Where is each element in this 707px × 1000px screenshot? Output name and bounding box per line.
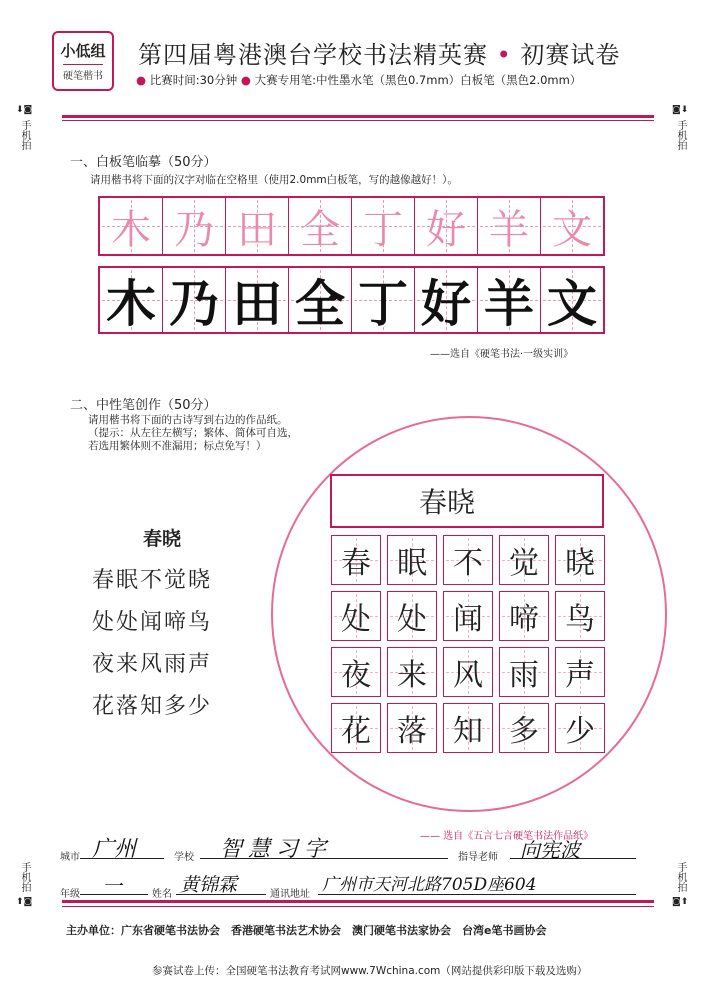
work-cell[interactable]: 风 (443, 647, 493, 697)
badge-style-label: 硬笔楷书 (63, 64, 103, 82)
section1-instruction: 请用楷书将下面的汉字对临在空格里（使用2.0mm白板笔，写的越像越好！）。 (90, 174, 458, 186)
divider-top-thin (62, 120, 654, 121)
work-title-box[interactable] (330, 474, 604, 528)
grade-label: 年级 (60, 889, 80, 900)
work-cell[interactable]: 落 (387, 703, 437, 753)
model-grid (98, 196, 605, 256)
work-row (331, 591, 611, 641)
work-cell[interactable]: 啼 (499, 591, 549, 641)
name-value: 黄锦霖 (180, 874, 238, 896)
work-cell[interactable]: 多 (499, 703, 549, 753)
pen-label: 大赛专用笔:中性墨水笔（黑色0.7mm）白板笔（黑色2.0mm） (254, 73, 582, 87)
exam-info: ● 比赛时间:30分钟 ● 大赛专用笔:中性墨水笔（黑色0.7mm）白板笔（黑色2.0mm） (136, 73, 582, 87)
grade-field[interactable] (80, 870, 148, 898)
work-cell[interactable]: 闻 (443, 591, 493, 641)
work-cell[interactable]: 花 (331, 703, 381, 753)
time-label: 比赛时间:30分钟 (149, 73, 238, 87)
photo-text: 手机拍 (19, 862, 30, 892)
model-cell: 羊 (478, 198, 541, 254)
teacher-value: 向宪波 (520, 838, 580, 862)
model-cell: 全 (289, 198, 352, 254)
photo-text: 手机拍 (675, 862, 686, 892)
city-label: 城市 (60, 852, 80, 863)
practice-cell[interactable]: 羊 (478, 268, 541, 332)
side-photo-label-top-right (672, 104, 688, 150)
divider-bottom-thin (62, 906, 654, 907)
work-cell[interactable]: 雨 (499, 647, 549, 697)
divider-bottom (62, 900, 654, 903)
poem-line: 花落知多少 (92, 694, 213, 719)
work-cell[interactable]: 春 (331, 535, 381, 585)
poem-line: 夜来风雨声 (92, 652, 213, 677)
school-field[interactable] (200, 832, 448, 862)
school-label: 学校 (174, 852, 194, 863)
model-cell: 乃 (163, 198, 226, 254)
model-cell: 田 (226, 198, 289, 254)
city-field[interactable] (80, 832, 164, 862)
poem-title: 春晓 (143, 528, 182, 550)
model-cell: 文 (541, 198, 603, 254)
section2-source: —— 选自《五言七言硬笔书法作品纸》 (420, 831, 594, 842)
teacher-field[interactable] (510, 834, 636, 862)
section1-heading: 一、白板笔临摹（50分） (70, 155, 217, 170)
work-cell[interactable]: 处 (387, 591, 437, 641)
address-field[interactable] (318, 870, 636, 895)
work-cell[interactable]: 声 (555, 647, 605, 697)
work-grid (331, 535, 611, 753)
work-row (331, 647, 611, 697)
work-cell[interactable]: 觉 (499, 535, 549, 585)
side-photo-label-top-left (16, 104, 32, 150)
model-cell: 木 (100, 198, 163, 254)
camera-icon: ⬇◙ (16, 105, 33, 115)
badge-group-label: 小低组 (60, 41, 106, 60)
work-cell[interactable]: 来 (387, 647, 437, 697)
camera-icon: ◙⬇ (672, 105, 689, 115)
page-title: 第四届粤港澳台学校书法精英赛 • 初赛试卷 (138, 41, 621, 69)
model-cell: 好 (415, 198, 478, 254)
practice-cell[interactable]: 丁 (352, 268, 415, 332)
work-cell[interactable]: 夜 (331, 647, 381, 697)
work-row (331, 703, 611, 753)
practice-cell[interactable]: 乃 (163, 268, 226, 332)
section2-heading: 二、中性笔创作（50分） (70, 398, 217, 413)
address-label: 通讯地址 (270, 889, 310, 900)
work-cell[interactable]: 处 (331, 591, 381, 641)
work-cell[interactable]: 知 (443, 703, 493, 753)
camera-icon: ◙⬆ (672, 897, 689, 907)
work-cell[interactable]: 不 (443, 535, 493, 585)
school-value: 智慧习字 (220, 837, 333, 862)
address-value: 广州市天河北路705D座604 (322, 875, 537, 895)
section2-instruction: 请用楷书将下面的古诗写到右边的作品纸。 （提示：从左往左横写；繁体、简体可自选， 若选用繁体则不准漏用；标点免写！） (88, 414, 298, 452)
organizers: 主办单位：广东省硬笔书法协会 香港硬笔书法艺术协会 澳门硬笔书法家协会 台湾e笔书画协会 (66, 924, 547, 937)
practice-cell[interactable]: 木 (100, 268, 163, 332)
grade-value: 一 (102, 874, 122, 898)
upload-info: 参赛试卷上传：全国硬笔书法教育考试网www.7Wchina.com（网站提供彩印版下载及选购） (152, 965, 588, 977)
group-badge (52, 31, 114, 91)
city-value: 广州 (92, 837, 137, 862)
practice-cell[interactable]: 文 (541, 268, 603, 332)
side-photo-label-bottom-right (672, 862, 688, 908)
side-photo-label-bottom-left (16, 862, 32, 908)
work-row (331, 535, 611, 585)
poem-line: 处处闻啼鸟 (92, 610, 213, 635)
photo-text: 手机拍 (675, 120, 686, 150)
poem-line: 春眠不觉晓 (92, 568, 213, 593)
work-cell[interactable]: 少 (555, 703, 605, 753)
photo-text: 手机拍 (19, 120, 30, 150)
practice-cell[interactable]: 田 (226, 268, 289, 332)
name-field[interactable] (176, 870, 266, 895)
practice-cell[interactable]: 全 (289, 268, 352, 332)
camera-icon: ⬆◙ (16, 897, 33, 907)
practice-cell[interactable]: 好 (415, 268, 478, 332)
practice-grid (98, 266, 605, 334)
name-label: 姓名 (152, 889, 172, 900)
model-cell: 丁 (352, 198, 415, 254)
work-cell[interactable]: 晓 (555, 535, 605, 585)
title-suffix: 初赛试卷 (520, 41, 621, 69)
work-cell[interactable]: 鸟 (555, 591, 605, 641)
work-title: 春晓 (418, 486, 475, 519)
work-cell[interactable]: 眠 (387, 535, 437, 585)
teacher-label: 指导老师 (458, 852, 498, 863)
section1-source: ——选自《硬笔书法·一级实训》 (430, 349, 574, 360)
divider-top (62, 115, 654, 118)
